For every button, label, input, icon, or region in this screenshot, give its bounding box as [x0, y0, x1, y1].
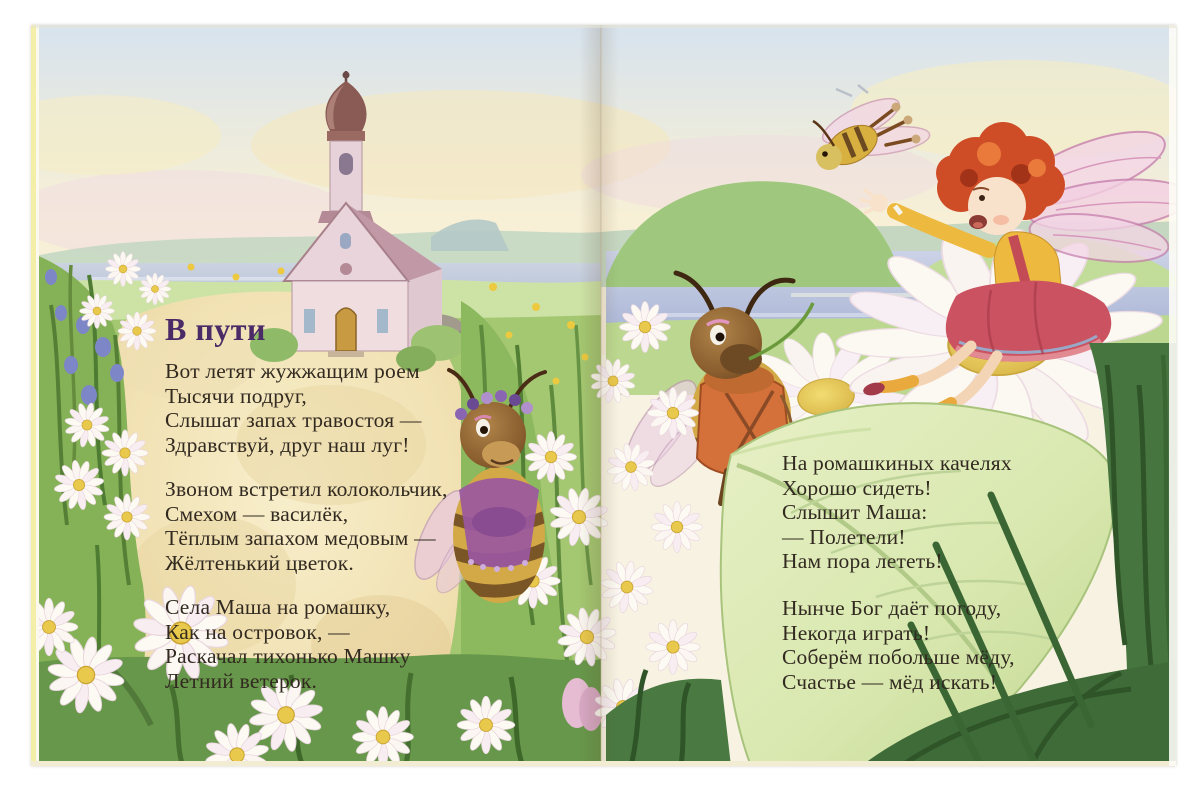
- poem-line: Тысячи подруг,: [165, 383, 307, 408]
- poem-line: Нам пора лететь!: [782, 549, 943, 574]
- right-stanza-1: [782, 451, 1012, 574]
- poem-line: Хорошо сидеть!: [782, 475, 932, 500]
- poem-line: На ромашкиных качелях: [782, 451, 1012, 475]
- poem-line: Раскачал тихонько Машку: [165, 644, 411, 669]
- poem-line: — Полетели!: [782, 524, 906, 549]
- poem-line: Некогда играть!: [782, 620, 931, 645]
- poem-line: Соберём побольше мёду,: [782, 645, 1015, 670]
- poem-line: Здравствуй, друг наш луг!: [165, 432, 410, 457]
- poem-title: В пути: [165, 311, 266, 347]
- poem-line: Вот летят жужжащим роем: [165, 359, 420, 383]
- poem-line: Смехом — василёк,: [165, 501, 349, 526]
- left-stanza-1: [165, 359, 422, 457]
- poem-line: Тёплым запахом медовым —: [165, 526, 436, 551]
- poem-line: Счастье — мёд искать!: [782, 669, 998, 694]
- poem-line: Села Маша на ромашку,: [165, 595, 391, 619]
- poem-line: Звоном встретил колокольчик,: [165, 477, 448, 501]
- fold-shadow: [579, 25, 619, 766]
- poem-line: Летний ветерок.: [165, 668, 318, 693]
- left-stanza-2: [165, 477, 448, 575]
- poem-line: Как на островок, —: [165, 619, 350, 644]
- poem-line: Слышат запах травостоя —: [165, 408, 422, 433]
- book-spread: [31, 25, 1176, 766]
- poem-line: Слышит Маша:: [782, 500, 928, 525]
- right-stanza-2: [782, 596, 1015, 694]
- poem-line: Нынче Бог даёт погоду,: [782, 596, 1002, 620]
- poem-line: Жёлтенький цветок.: [165, 550, 354, 575]
- left-stanza-3: [165, 595, 411, 693]
